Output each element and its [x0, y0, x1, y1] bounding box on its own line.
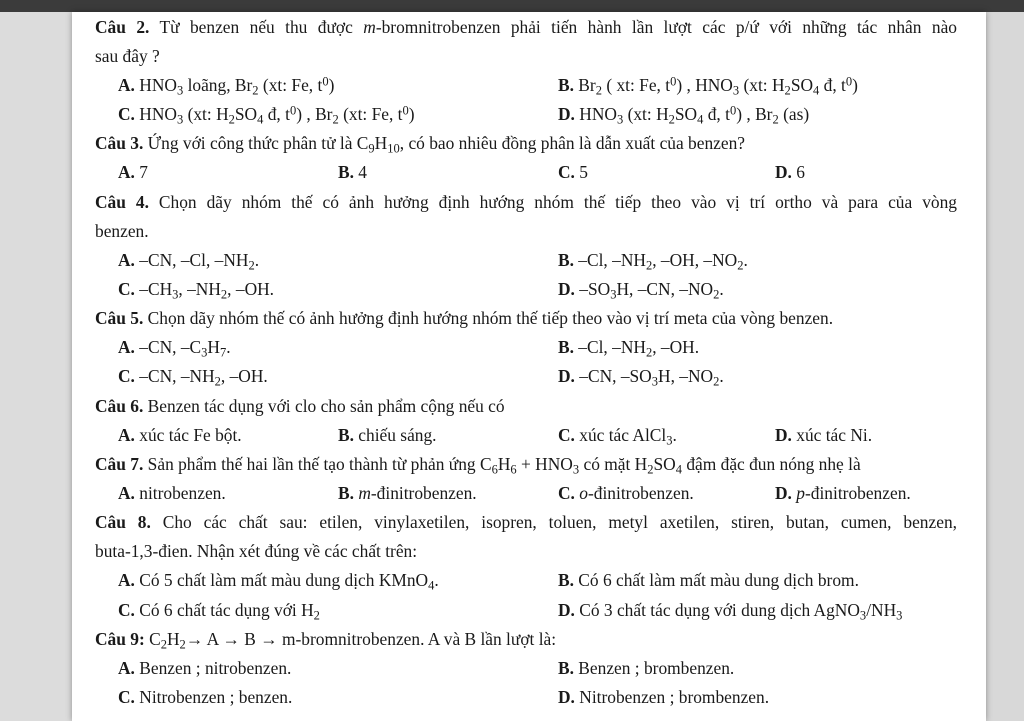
text-fragment: ( xt: Fe, t	[601, 75, 671, 95]
q9-option-d[interactable]	[558, 687, 769, 708]
text-fragment: 0	[729, 103, 737, 118]
text-fragment: C	[144, 629, 161, 649]
option-label: D.	[558, 279, 575, 299]
text-fragment: 4	[813, 83, 820, 98]
question-8-text	[95, 512, 957, 533]
text-fragment: )	[328, 75, 335, 95]
option-label: A.	[118, 570, 135, 590]
text-fragment: 3	[176, 112, 184, 127]
option-label: B.	[558, 570, 574, 590]
text-fragment: 2	[647, 462, 654, 477]
text-fragment: 3	[172, 287, 179, 302]
q4-option-d[interactable]	[558, 279, 724, 300]
q6-option-d[interactable]	[775, 425, 872, 446]
text-fragment: 2	[713, 374, 720, 389]
text-fragment: (xt: H	[623, 104, 669, 124]
text-fragment: SO	[790, 75, 814, 95]
question-7-text	[95, 454, 861, 475]
text-fragment: 2	[784, 83, 791, 98]
q8-option-c[interactable]	[118, 600, 320, 621]
text-fragment: xúc tác Fe bột.	[134, 425, 242, 445]
q6-option-c[interactable]	[558, 425, 677, 446]
text-fragment: Có 6 chất tác dụng với H	[134, 600, 314, 620]
text-fragment: , –OH, –NO	[652, 250, 738, 270]
text-fragment: , có bao nhiêu đồng phân là dẫn xuất của benzen?	[399, 133, 746, 153]
text-fragment: Benzen ; brombenzen.	[573, 658, 735, 678]
text-fragment: -đinitrobenzen.	[370, 483, 477, 503]
option-label: B.	[558, 337, 574, 357]
text-fragment: 7	[134, 162, 148, 182]
text-fragment: –CN, –Cl, –NH	[134, 250, 249, 270]
text-fragment: ) , Br	[736, 104, 773, 124]
text-fragment: Sản phẩm thế hai lần thế tạo thành từ phản ứng C	[143, 454, 492, 474]
text-fragment: 2	[160, 637, 167, 652]
text-fragment: Br	[573, 75, 596, 95]
text-fragment: 7	[219, 345, 227, 360]
text-fragment: 4	[697, 112, 704, 127]
text-fragment: .	[672, 425, 677, 445]
question-4-number: Câu 4.	[95, 192, 149, 212]
text-fragment: o	[579, 483, 588, 503]
text-fragment: 3	[176, 83, 184, 98]
q5-option-d[interactable]	[558, 366, 724, 387]
q4-option-c[interactable]	[118, 279, 274, 300]
text-fragment: .	[719, 366, 724, 386]
question-9-number: Câu 9:	[95, 629, 145, 649]
text-fragment: ) , HNO	[676, 75, 733, 95]
text-fragment: .	[254, 250, 260, 270]
option-label: A.	[118, 250, 135, 270]
q5-option-c[interactable]	[118, 366, 268, 387]
q7-option-c[interactable]	[558, 483, 694, 504]
text-fragment: chiếu sáng.	[353, 425, 437, 445]
option-label: B.	[558, 75, 574, 95]
option-label: D.	[558, 104, 575, 124]
viewer-left-margin	[0, 12, 72, 721]
text-fragment: nitrobenzen.	[134, 483, 226, 503]
text-fragment: 2	[252, 83, 259, 98]
text-fragment: Có 5 chất làm mất màu dung dịch KMnO	[134, 570, 429, 590]
question-2-text-cont: sau đây ?	[95, 46, 160, 66]
text-fragment: 3	[572, 462, 580, 477]
text-fragment: .	[226, 337, 231, 357]
text-fragment: –Cl, –NH	[573, 337, 646, 357]
text-fragment: Benzen ; nitrobenzen.	[134, 658, 292, 678]
text-fragment: 3	[610, 287, 617, 302]
question-6-text	[95, 396, 505, 417]
text-fragment: 2	[713, 287, 720, 302]
text-fragment: H	[166, 629, 180, 649]
option-label: D.	[775, 162, 792, 182]
text-fragment: H, –NO	[658, 366, 714, 386]
text-fragment: có mặt H	[579, 454, 648, 474]
text-fragment: 4	[428, 578, 435, 593]
q2-option-c[interactable]	[118, 104, 415, 125]
q8-option-a[interactable]	[118, 570, 439, 591]
text-fragment: , –OH.	[652, 337, 700, 357]
text-fragment: 2	[595, 83, 602, 98]
text-fragment: , –OH.	[220, 366, 268, 386]
option-label: C.	[558, 483, 575, 503]
document-page	[72, 12, 986, 721]
text-fragment: .	[434, 570, 439, 590]
q7-option-b[interactable]	[338, 483, 477, 504]
text-fragment: H	[207, 337, 220, 357]
option-label: A.	[118, 337, 135, 357]
text-fragment: H	[374, 133, 388, 153]
text-fragment: 5	[574, 162, 588, 182]
text-fragment: Benzen tác dụng với clo cho sản phẩm cộng nếu có	[143, 396, 505, 416]
text-fragment: –CN, –C	[134, 337, 202, 357]
option-label: D.	[558, 366, 575, 386]
text-fragment: –SO	[574, 279, 611, 299]
option-label: C.	[118, 687, 135, 707]
text-fragment: xúc tác AlCl	[574, 425, 667, 445]
text-fragment: 6	[491, 462, 498, 477]
text-fragment: 0	[402, 103, 409, 118]
text-fragment: 2	[313, 608, 320, 623]
option-label: A.	[118, 162, 135, 182]
option-label: B.	[558, 658, 574, 678]
q9-option-c[interactable]	[118, 687, 292, 708]
text-fragment: 4	[353, 162, 367, 182]
q2-italic-m: m	[363, 17, 376, 37]
text-fragment: 10	[387, 141, 400, 156]
q8-option-b[interactable]	[558, 570, 859, 591]
text-fragment: SO	[674, 104, 698, 124]
text-fragment: đ, t	[263, 104, 290, 124]
q5-option-b[interactable]	[558, 337, 699, 358]
option-label: C.	[118, 279, 135, 299]
option-label: D.	[558, 687, 575, 707]
question-4-text	[95, 192, 957, 213]
text-fragment: -đinitrobenzen.	[804, 483, 911, 503]
text-fragment: )	[408, 104, 415, 124]
option-label: D.	[775, 425, 792, 445]
q3-option-b[interactable]	[338, 162, 367, 183]
text-fragment: 4	[257, 112, 264, 127]
q2-option-d[interactable]	[558, 104, 809, 125]
text-fragment: 0	[845, 74, 853, 89]
text-fragment: –Cl, –NH	[573, 250, 646, 270]
text-fragment: 2	[737, 258, 744, 273]
option-label: B.	[338, 483, 354, 503]
text-fragment: Có 3 chất tác dụng với dung dịch AgNO	[574, 600, 860, 620]
text-fragment: , –NH	[178, 279, 221, 299]
text-fragment: 2	[220, 287, 228, 302]
text-fragment: 3	[666, 433, 673, 448]
q2-option-a[interactable]	[118, 75, 334, 96]
q2-text-part: -bromnitrobenzen phải tiến hành lần lượt các p/ứ với những tác nhân nào	[375, 17, 957, 37]
text-fragment: 2	[772, 112, 779, 127]
option-label: A.	[118, 658, 135, 678]
q2-option-b[interactable]	[558, 75, 858, 96]
text-fragment: HNO	[134, 104, 177, 124]
text-fragment: (xt: H	[739, 75, 785, 95]
text-fragment: 2	[645, 345, 653, 360]
text-fragment: SO	[653, 454, 676, 474]
text-fragment: 2	[214, 374, 221, 389]
text-fragment: /NH	[866, 600, 897, 620]
question-3-number: Câu 3.	[95, 133, 144, 153]
text-fragment: , –OH.	[227, 279, 275, 299]
text-fragment: H, –CN, –NO	[616, 279, 714, 299]
text-fragment: ) , Br	[296, 104, 333, 124]
text-fragment: 3	[896, 608, 903, 623]
q7-option-a[interactable]	[118, 483, 226, 504]
question-2-text	[95, 17, 957, 38]
question-6-number: Câu 6.	[95, 396, 144, 416]
text-fragment: HNO	[574, 104, 617, 124]
option-label: B.	[338, 162, 354, 182]
question-5-number: Câu 5.	[95, 308, 144, 328]
question-8-text-cont: buta-1,3-đien. Nhận xét đúng về các chất trên:	[95, 541, 418, 561]
text-fragment: –CH	[134, 279, 173, 299]
option-label: A.	[118, 483, 135, 503]
option-label: D.	[558, 600, 575, 620]
question-7-number: Câu 7.	[95, 454, 144, 474]
text-fragment: 3	[859, 608, 867, 623]
text-fragment: 3	[732, 83, 740, 98]
q4-option-a[interactable]	[118, 250, 259, 271]
text-fragment: m	[358, 483, 371, 503]
text-fragment: Nitrobenzen ; benzen.	[134, 687, 293, 707]
option-label: C.	[558, 425, 575, 445]
text-fragment: (xt: Fe, t	[258, 75, 323, 95]
text-fragment: Chọn dãy nhóm thế có ảnh hưởng định hướng nhóm thế tiếp theo vào vị trí ortho và para của vòng	[148, 192, 957, 212]
viewer-right-margin	[986, 12, 1024, 721]
option-label: B.	[338, 425, 354, 445]
text-fragment: 6	[791, 162, 805, 182]
text-fragment: 9	[368, 141, 375, 156]
text-fragment: Có 6 chất làm mất màu dung dịch brom.	[573, 570, 859, 590]
option-label: C.	[118, 600, 135, 620]
text-fragment: Nitrobenzen ; brombenzen.	[574, 687, 770, 707]
q5-option-a[interactable]	[118, 337, 231, 358]
q3-option-a[interactable]	[118, 162, 148, 183]
text-fragment: 3	[651, 374, 659, 389]
text-fragment: –CN, –SO	[574, 366, 652, 386]
q6-option-a[interactable]	[118, 425, 242, 446]
option-label: A.	[118, 425, 135, 445]
text-fragment: Chọn dãy nhóm thế có ảnh hưởng định hướng nhóm thế tiếp theo vào vị trí meta của vòng benzen.	[143, 308, 834, 328]
text-fragment: –CN, –NH	[134, 366, 215, 386]
text-fragment: đ, t	[703, 104, 730, 124]
q3-option-c[interactable]	[558, 162, 588, 183]
text-fragment: Ứng với công thức phân tử là C	[143, 133, 369, 153]
text-fragment: .	[719, 279, 724, 299]
text-fragment: đ, t	[819, 75, 846, 95]
text-fragment: 2	[179, 637, 186, 652]
text-fragment: + HNO	[516, 454, 573, 474]
text-fragment: 3	[616, 112, 624, 127]
text-fragment: đậm đặc đun nóng nhẹ là	[681, 454, 861, 474]
question-8-number: Câu 8.	[95, 512, 151, 532]
text-fragment: 3	[201, 345, 208, 360]
option-label: C.	[118, 366, 135, 386]
text-fragment: HNO	[134, 75, 177, 95]
text-fragment: 4	[675, 462, 682, 477]
text-fragment: p	[796, 483, 805, 503]
q8-option-d[interactable]	[558, 600, 902, 621]
text-fragment: )	[852, 75, 858, 95]
text-fragment: xúc tác Ni.	[791, 425, 873, 445]
text-fragment: 2	[645, 258, 653, 273]
question-5-text	[95, 308, 833, 329]
text-fragment: loãng, Br	[183, 75, 253, 95]
option-label: B.	[558, 250, 574, 270]
text-fragment: 2	[332, 112, 339, 127]
q3-option-d[interactable]	[775, 162, 805, 183]
text-fragment: 6	[510, 462, 517, 477]
question-9-text	[95, 629, 556, 650]
text-fragment: (xt: Fe, t	[338, 104, 403, 124]
q4-option-b[interactable]	[558, 250, 748, 271]
q9-option-a[interactable]	[118, 658, 291, 679]
text-fragment: 0	[322, 74, 329, 89]
text-fragment: Cho các chất sau: etilen, vinylaxetilen, isopren, toluen, metyl axetilen, stiren, butan, cumen, benzen,	[150, 512, 957, 532]
option-label: C.	[558, 162, 575, 182]
q6-option-b[interactable]	[338, 425, 437, 446]
viewer-top-bar	[0, 0, 1024, 12]
q9-option-b[interactable]	[558, 658, 734, 679]
text-fragment: (xt: H	[183, 104, 229, 124]
question-3-text	[95, 133, 745, 154]
option-label: C.	[118, 104, 135, 124]
q7-option-d[interactable]	[775, 483, 911, 504]
text-fragment: → A → B → m-bromnitrobenzen. A và B lần lượt là:	[185, 629, 557, 649]
text-fragment: .	[743, 250, 748, 270]
text-fragment: 2	[228, 112, 235, 127]
question-4-text-cont: benzen.	[95, 221, 149, 241]
text-fragment: 2	[248, 258, 255, 273]
question-2-number: Câu 2.	[95, 17, 150, 37]
option-label: A.	[118, 75, 135, 95]
q2-text-part: Từ benzen nếu thu được	[149, 17, 364, 37]
option-label: D.	[775, 483, 792, 503]
text-fragment: H	[497, 454, 511, 474]
text-fragment: 0	[289, 103, 297, 118]
text-fragment: SO	[234, 104, 258, 124]
text-fragment: 2	[668, 112, 675, 127]
text-fragment: (as)	[778, 104, 810, 124]
text-fragment: 0	[670, 74, 677, 89]
text-fragment: -đinitrobenzen.	[587, 483, 694, 503]
